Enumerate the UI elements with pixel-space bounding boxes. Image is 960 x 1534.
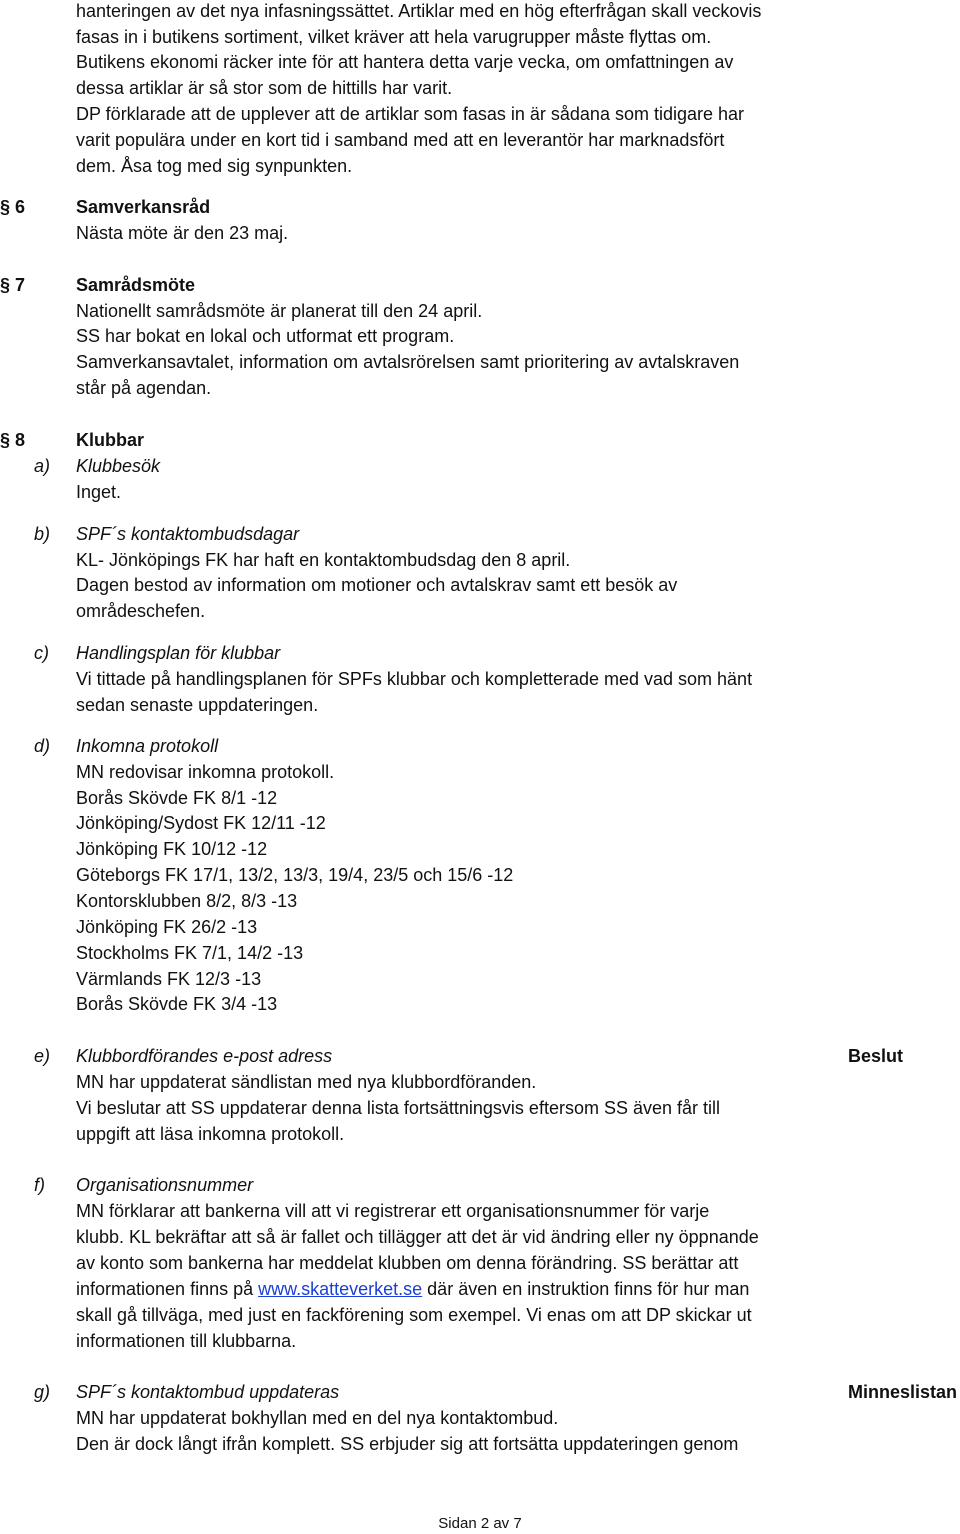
protocol-list-item: Borås Skövde FK 3/4 -13 <box>76 994 278 1014</box>
protocol-list-item: Göteborgs FK 17/1, 13/2, 13/3, 19/4, 23/5 och 15/6 -12 <box>76 865 514 885</box>
section-8-number: § 8 <box>0 430 26 450</box>
protocol-list-item: Jönköping/Sydost FK 12/11 -12 <box>76 813 326 833</box>
subsection-b-line: KL- Jönköpings FK har haft en kontaktombudsdag den 8 april. <box>76 550 571 570</box>
subsection-c-letter: c) <box>34 643 49 663</box>
subsection-f-line: klubb. KL bekräftar att så är fallet och tillägger att det är vid ändring eller ny öppnande <box>76 1227 759 1247</box>
decision-label: Beslut <box>848 1046 904 1066</box>
section-7-number: § 7 <box>0 275 26 295</box>
skatteverket-link[interactable]: www.skatteverket.se <box>258 1279 423 1299</box>
subsection-d-letter: d) <box>34 736 51 756</box>
protocol-list-item: Jönköping FK 10/12 -12 <box>76 839 268 859</box>
intro-line: DP förklarade att de upplever att de artiklar som fasas in är sådana som tidigare har <box>76 104 745 124</box>
subsection-e-line: uppgift att läsa inkomna protokoll. <box>76 1124 345 1144</box>
section-7-line: står på agendan. <box>76 378 212 398</box>
subsection-d-line: MN redovisar inkomna protokoll. <box>76 762 335 782</box>
subsection-f-link-line <box>76 1276 749 1302</box>
section-6-title: Samverkansråd <box>76 197 211 217</box>
protocol-list-item: Värmlands FK 12/3 -13 <box>76 969 262 989</box>
subsection-g-line: MN har uppdaterat bokhyllan med en del nya kontaktombud. <box>76 1408 559 1428</box>
link-line-suffix: där även en instruktion finns för hur man <box>422 1279 750 1299</box>
section-7-title: Samrådsmöte <box>76 275 196 295</box>
intro-line: hanteringen av det nya infasningssättet. Artiklar med en hög efterfrågan skall veckovis <box>76 1 762 21</box>
section-6-number: § 6 <box>0 197 26 217</box>
protocol-list-item: Kontorsklubben 8/2, 8/3 -13 <box>76 891 298 911</box>
subsection-a-letter: a) <box>34 456 51 476</box>
subsection-f-line: informationen till klubbarna. <box>76 1331 297 1351</box>
protocol-list-item: Borås Skövde FK 8/1 -12 <box>76 788 278 808</box>
subsection-d-title: Inkomna protokoll <box>76 736 219 756</box>
subsection-f-line: skall gå tillväga, med just en fackförening som exempel. Vi enas om att DP skickar ut <box>76 1305 752 1325</box>
subsection-b-letter: b) <box>34 524 51 544</box>
intro-line: dessa artiklar är så stor som de hittills har varit. <box>76 78 453 98</box>
subsection-f-line: av konto som bankerna har meddelat klubben om denna förändring. SS berättar att <box>76 1253 739 1273</box>
section-6-line: Nästa möte är den 23 maj. <box>76 223 289 243</box>
intro-line: Butikens ekonomi räcker inte för att hantera detta varje vecka, om omfattningen av <box>76 52 734 72</box>
subsection-f-line: MN förklarar att bankerna vill att vi registrerar ett organisationsnummer för varje <box>76 1201 710 1221</box>
subsection-e-title: Klubbordförandes e-post adress <box>76 1046 333 1066</box>
protocol-list-item: Stockholms FK 7/1, 14/2 -13 <box>76 943 304 963</box>
intro-line: dem. Åsa tog med sig synpunkten. <box>76 156 353 176</box>
subsection-a-line: Inget. <box>76 482 122 502</box>
intro-line: varit populära under en kort tid i samband med att en leverantör har marknadsfört <box>76 130 725 150</box>
subsection-b-line: Dagen bestod av information om motioner och avtalskrav samt ett besök av <box>76 575 678 595</box>
link-line-prefix: informationen finns på <box>76 1279 259 1299</box>
subsection-c-line: sedan senaste uppdateringen. <box>76 695 319 715</box>
subsection-e-line: Vi beslutar att SS uppdaterar denna lista fortsättningsvis eftersom SS även får till <box>76 1098 721 1118</box>
protocol-list-item: Jönköping FK 26/2 -13 <box>76 917 258 937</box>
section-8-title: Klubbar <box>76 430 145 450</box>
subsection-f-letter: f) <box>34 1175 45 1195</box>
subsection-c-title: Handlingsplan för klubbar <box>76 643 281 663</box>
subsection-f-title: Organisationsnummer <box>76 1175 254 1195</box>
subsection-b-line: områdeschefen. <box>76 601 206 621</box>
subsection-c-line: Vi tittade på handlingsplanen för SPFs klubbar och kompletterade med vad som hänt <box>76 669 753 689</box>
section-7-line: Nationellt samrådsmöte är planerat till den 24 april. <box>76 301 483 321</box>
subsection-e-letter: e) <box>34 1046 51 1066</box>
subsection-g-title: SPF´s kontaktombud uppdateras <box>76 1382 340 1402</box>
section-7-line: SS har bokat en lokal och utformat ett program. <box>76 326 455 346</box>
page-number-footer: Sidan 2 av 7 <box>438 1515 522 1532</box>
subsection-g-line: Den är dock långt ifrån komplett. SS erbjuder sig att fortsätta uppdateringen genom <box>76 1434 739 1454</box>
subsection-e-line: MN har uppdaterat sändlistan med nya klubbordföranden. <box>76 1072 537 1092</box>
subsection-g-letter: g) <box>34 1382 51 1402</box>
intro-line: fasas in i butikens sortiment, vilket kräver att hela varugrupper måste flyttas om. <box>76 27 712 47</box>
section-7-line: Samverkansavtalet, information om avtalsrörelsen samt prioritering av avtalskraven <box>76 352 740 372</box>
subsection-a-title: Klubbesök <box>76 456 161 476</box>
memo-list-label: Minneslistan <box>848 1382 958 1402</box>
subsection-b-title: SPF´s kontaktombudsdagar <box>76 524 300 544</box>
